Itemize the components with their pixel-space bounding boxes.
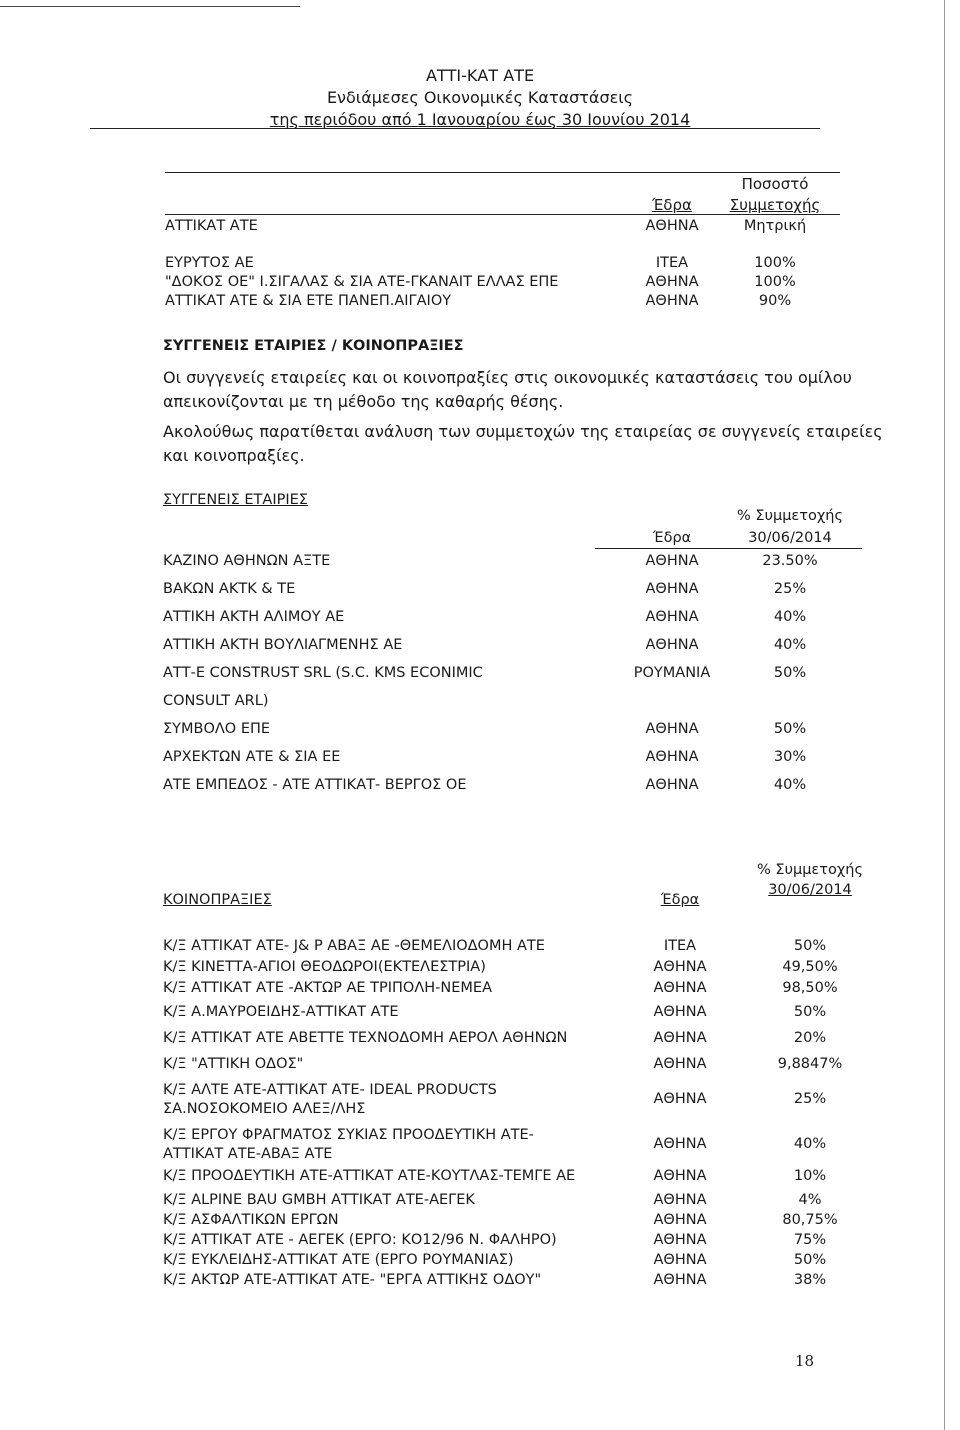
jv-seat: ΑΘΗΝΑ: [653, 1004, 707, 1020]
jv-seat: ΑΘΗΝΑ: [653, 959, 707, 975]
associate-pct: 50%: [773, 721, 807, 737]
associate-pct: 50%: [773, 665, 807, 681]
jv-seat: ΑΘΗΝΑ: [653, 1168, 707, 1184]
associate-name: ΑΤΕ ΕΜΠΕΔΟΣ - ΑΤΕ ΑΤΤΙΚΑΤ- ΒΕΡΓΟΣ ΟΕ: [163, 777, 467, 793]
jv-name-line2: ΣΑ.ΝΟΣΟΚΟΜΕΙΟ ΑΛΕΞ/ΛΗΣ: [163, 1101, 366, 1117]
subsidiaries-header-rule: [165, 214, 840, 215]
report-title: Ενδιάμεσες Οικονομικές Καταστάσεις: [326, 88, 634, 107]
associate-name: CONSULT ARL): [163, 693, 269, 709]
jv-pct: 80,75%: [782, 1212, 838, 1228]
associate-pct: 23.50%: [762, 553, 818, 569]
subsidiary-name: ΕΥΡΥΤΟΣ ΑΕ: [165, 255, 254, 271]
jv-pct: 9,8847%: [777, 1056, 843, 1072]
jv-seat: ΑΘΗΝΑ: [653, 1272, 707, 1288]
subsidiary-name: ΑΤΤΙΚΑΤ ΑΤΕ & ΣΙΑ ΕΤΕ ΠΑΝΕΠ.ΑΙΓΑΙΟΥ: [165, 293, 452, 309]
jv-pct: 50%: [793, 1004, 827, 1020]
subsidiary-seat: ΑΘΗΝΑ: [645, 218, 699, 234]
jv-name: Κ/Ξ ΕΡΓΟΥ ΦΡΑΓΜΑΤΟΣ ΣΥΚΙΑΣ ΠΡΟΟΔΕΥΤΙΚΗ ΑΤΕ-: [163, 1127, 534, 1143]
jv-pct: 10%: [793, 1168, 827, 1184]
associate-pct: 30%: [773, 749, 807, 765]
associate-seat: ΑΘΗΝΑ: [645, 609, 699, 625]
company-title: ΑΤΤΙ-ΚΑΤ ΑΤΕ: [425, 66, 535, 85]
jv-name: Κ/Ξ ΑΤΤΙΚΑΤ ΑΤΕ ΑΒΕΤΤΕ ΤΕΧΝΟΔΟΜΗ ΑΕΡΟΛ ΑΘΗΝΩΝ: [163, 1030, 568, 1046]
jv-name: Κ/Ξ "ΑΤΤΙΚΗ ΟΔΟΣ": [163, 1056, 304, 1072]
jv-seat: ΑΘΗΝΑ: [653, 1212, 707, 1228]
page-number: 18: [795, 1352, 815, 1370]
subsidiary-pct: Μητρική: [743, 218, 807, 234]
jv-seat: ΙΤΕΑ: [663, 938, 697, 954]
jv-pct: 49,50%: [782, 959, 838, 975]
associate-name: ΑΤΤΙΚΗ ΑΚΤΗ ΒΟΥΛΙΑΓΜΕΝΗΣ ΑΕ: [163, 637, 403, 653]
jv-title: ΚΟΙΝΟΠΡΑΞΙΕΣ: [163, 892, 272, 908]
jv-seat: ΑΘΗΝΑ: [653, 1252, 707, 1268]
associates-header-rule: [595, 548, 862, 549]
subsidiaries-pct-header-2: Συμμετοχής: [729, 196, 821, 214]
jv-seat: ΑΘΗΝΑ: [653, 1030, 707, 1046]
jv-name: Κ/Ξ ΠΡΟΟΔΕΥΤΙΚΗ ΑΤΕ-ΑΤΤΙΚΑΤ ΑΤΕ-ΚΟΥΤΛΑΣ-ΤΕΜΓΕ ΑΕ: [163, 1168, 576, 1184]
jv-pct: 75%: [793, 1232, 827, 1248]
period-title: της περιόδου από 1 Ιανουαρίου έως 30 Ιουνίου 2014: [269, 110, 691, 129]
jv-pct: 38%: [793, 1272, 827, 1288]
associates-title: ΣΥΓΓΕΝΕΙΣ ΕΤΑΙΡΙΕΣ: [163, 492, 308, 508]
jv-name: Κ/Ξ Α.ΜΑΥΡΟΕΙΔΗΣ-ΑΤΤΙΚΑΤ ΑΤΕ: [163, 1004, 399, 1020]
associate-seat: ΑΘΗΝΑ: [645, 721, 699, 737]
jv-seat: ΑΘΗΝΑ: [653, 1091, 707, 1107]
associate-pct: 40%: [773, 609, 807, 625]
jv-pct: 40%: [793, 1136, 827, 1152]
associate-seat: ΑΘΗΝΑ: [645, 553, 699, 569]
header-rule: [90, 128, 820, 129]
jv-name: Κ/Ξ ALPINE BAU GMBH ΑΤΤΙΚΑΤ ΑΤΕ-ΑΕΓΕΚ: [163, 1192, 475, 1208]
jv-pct: 20%: [793, 1030, 827, 1046]
subsidiary-name: "ΔΟΚΟΣ ΟΕ" Ι.ΣΙΓΑΛΑΣ & ΣΙΑ ΑΤΕ-ΓΚΑΝΑΙΤ ΕΛΛΑΣ ΕΠΕ: [165, 274, 559, 290]
associates-seat-header: Έδρα: [652, 530, 692, 546]
jv-seat: ΑΘΗΝΑ: [653, 1192, 707, 1208]
jv-pct-header-2: 30/06/2014: [768, 882, 852, 898]
jv-seat: ΑΘΗΝΑ: [653, 1056, 707, 1072]
associate-name: ΑΤΤ-Ε CONSTRUST SRL (S.C. KMS ECONIMIC: [163, 665, 483, 681]
associate-name: ΚΑΖΙΝΟ ΑΘΗΝΩΝ ΑΞΤΕ: [163, 553, 331, 569]
jv-pct-header-1: % Συμμετοχής: [757, 862, 863, 878]
associates-section-heading: ΣΥΓΓΕΝΕΙΣ ΕΤΑΙΡΙΕΣ / ΚΟΙΝΟΠΡΑΞΙΕΣ: [163, 338, 464, 354]
associate-name: ΑΤΤΙΚΗ ΑΚΤΗ ΑΛΙΜΟΥ ΑΕ: [163, 609, 345, 625]
jv-seat: ΑΘΗΝΑ: [653, 980, 707, 996]
jv-name: Κ/Ξ ΑΤΤΙΚΑΤ ΑΤΕ - ΑΕΓΕΚ (ΕΡΓΟ: ΚΟ12/96 Ν. ΦΑΛΗΡΟ): [163, 1232, 557, 1248]
subsidiary-pct: 90%: [758, 293, 792, 309]
jv-seat-header: Έδρα: [660, 892, 700, 908]
subsidiaries-top-rule: [165, 172, 840, 173]
associates-paragraph-2: Ακολούθως παρατίθεται ανάλυση των συμμετοχών της εταιρείας σε συγγενείς εταιρείες και κοινοπραξίες.: [163, 422, 883, 465]
jv-name: Κ/Ξ ΕΥΚΛΕΙΔΗΣ-ΑΤΤΙΚΑΤ ΑΤΕ (ΕΡΓΟ ΡΟΥΜΑΝΙΑΣ): [163, 1252, 514, 1268]
jv-seat: ΑΘΗΝΑ: [653, 1232, 707, 1248]
associate-seat: ΡΟΥΜΑΝΙΑ: [633, 665, 711, 681]
subsidiary-seat: ΑΘΗΝΑ: [645, 293, 699, 309]
subsidiary-pct: 100%: [754, 274, 796, 290]
jv-seat: ΑΘΗΝΑ: [653, 1136, 707, 1152]
jv-pct: 50%: [793, 938, 827, 954]
associate-seat: ΑΘΗΝΑ: [645, 749, 699, 765]
jv-name-line2: ΑΤΤΙΚΑΤ ΑΤΕ-ΑΒΑΞ ΑΤΕ: [163, 1146, 333, 1162]
associate-name: ΑΡΧΕΚΤΩΝ ΑΤΕ & ΣΙΑ ΕΕ: [163, 749, 341, 765]
subsidiary-pct: 100%: [754, 255, 796, 271]
associates-paragraph-1: Οι συγγενείς εταιρείες και οι κοινοπραξίες στις οικονομικές καταστάσεις του ομίλου απεικονίζονται με τη μέθοδο της καθαρής θέσης.: [163, 368, 852, 411]
associate-pct: 40%: [773, 777, 807, 793]
associate-pct: 25%: [773, 581, 807, 597]
jv-name: Κ/Ξ ΑΣΦΑΛΤΙΚΩΝ ΕΡΓΩΝ: [163, 1212, 339, 1228]
associates-pct-header-2: 30/06/2014: [748, 530, 832, 546]
associate-seat: ΑΘΗΝΑ: [645, 581, 699, 597]
associate-name: ΒΑΚΩΝ ΑΚΤΚ & ΤΕ: [163, 581, 296, 597]
subsidiaries-pct-header-1: Ποσοστό: [741, 175, 809, 193]
jv-pct: 4%: [798, 1192, 822, 1208]
associate-seat: ΑΘΗΝΑ: [645, 637, 699, 653]
associate-pct: 40%: [773, 637, 807, 653]
subsidiary-seat: ΙΤΕΑ: [655, 255, 689, 271]
jv-name: Κ/Ξ ΑΤΤΙΚΑΤ ΑΤΕ -ΑΚΤΩΡ ΑΕ ΤΡΙΠΟΛΗ-ΝΕΜΕΑ: [163, 980, 493, 996]
jv-name: Κ/Ξ ΑΤΤΙΚΑΤ ΑΤΕ- J& P ΑΒΑΞ ΑΕ -ΘΕΜΕΛΙΟΔΟΜΗ ΑΤΕ: [163, 938, 545, 954]
scan-right-edge: [944, 0, 945, 1430]
jv-pct: 50%: [793, 1252, 827, 1268]
subsidiary-name: ΑΤΤΙΚΑΤ ΑΤΕ: [165, 218, 258, 234]
jv-pct: 25%: [793, 1091, 827, 1107]
scan-top-rule: [0, 6, 300, 7]
associate-seat: ΑΘΗΝΑ: [645, 777, 699, 793]
jv-name: Κ/Ξ ΚΙΝΕΤΤΑ-ΑΓΙΟΙ ΘΕΟΔΩΡΟΙ(ΕΚΤΕΛΕΣΤΡΙΑ): [163, 959, 486, 975]
subsidiaries-seat-header: Έδρα: [652, 196, 692, 214]
jv-name: Κ/Ξ ΑΚΤΩΡ ΑΤΕ-ΑΤΤΙΚΑΤ ΑΤΕ- "ΕΡΓΑ ΑΤΤΙΚΗΣ ΟΔΟΥ": [163, 1272, 542, 1288]
subsidiary-seat: ΑΘΗΝΑ: [645, 274, 699, 290]
associate-name: ΣΥΜΒΟΛΟ ΕΠΕ: [163, 721, 271, 737]
jv-name: Κ/Ξ ΑΛΤΕ ΑΤΕ-ΑΤΤΙΚΑΤ ΑΤΕ- IDEAL PRODUCTS: [163, 1082, 497, 1098]
jv-pct: 98,50%: [782, 980, 838, 996]
associates-pct-header-1: % Συμμετοχής: [737, 508, 843, 524]
